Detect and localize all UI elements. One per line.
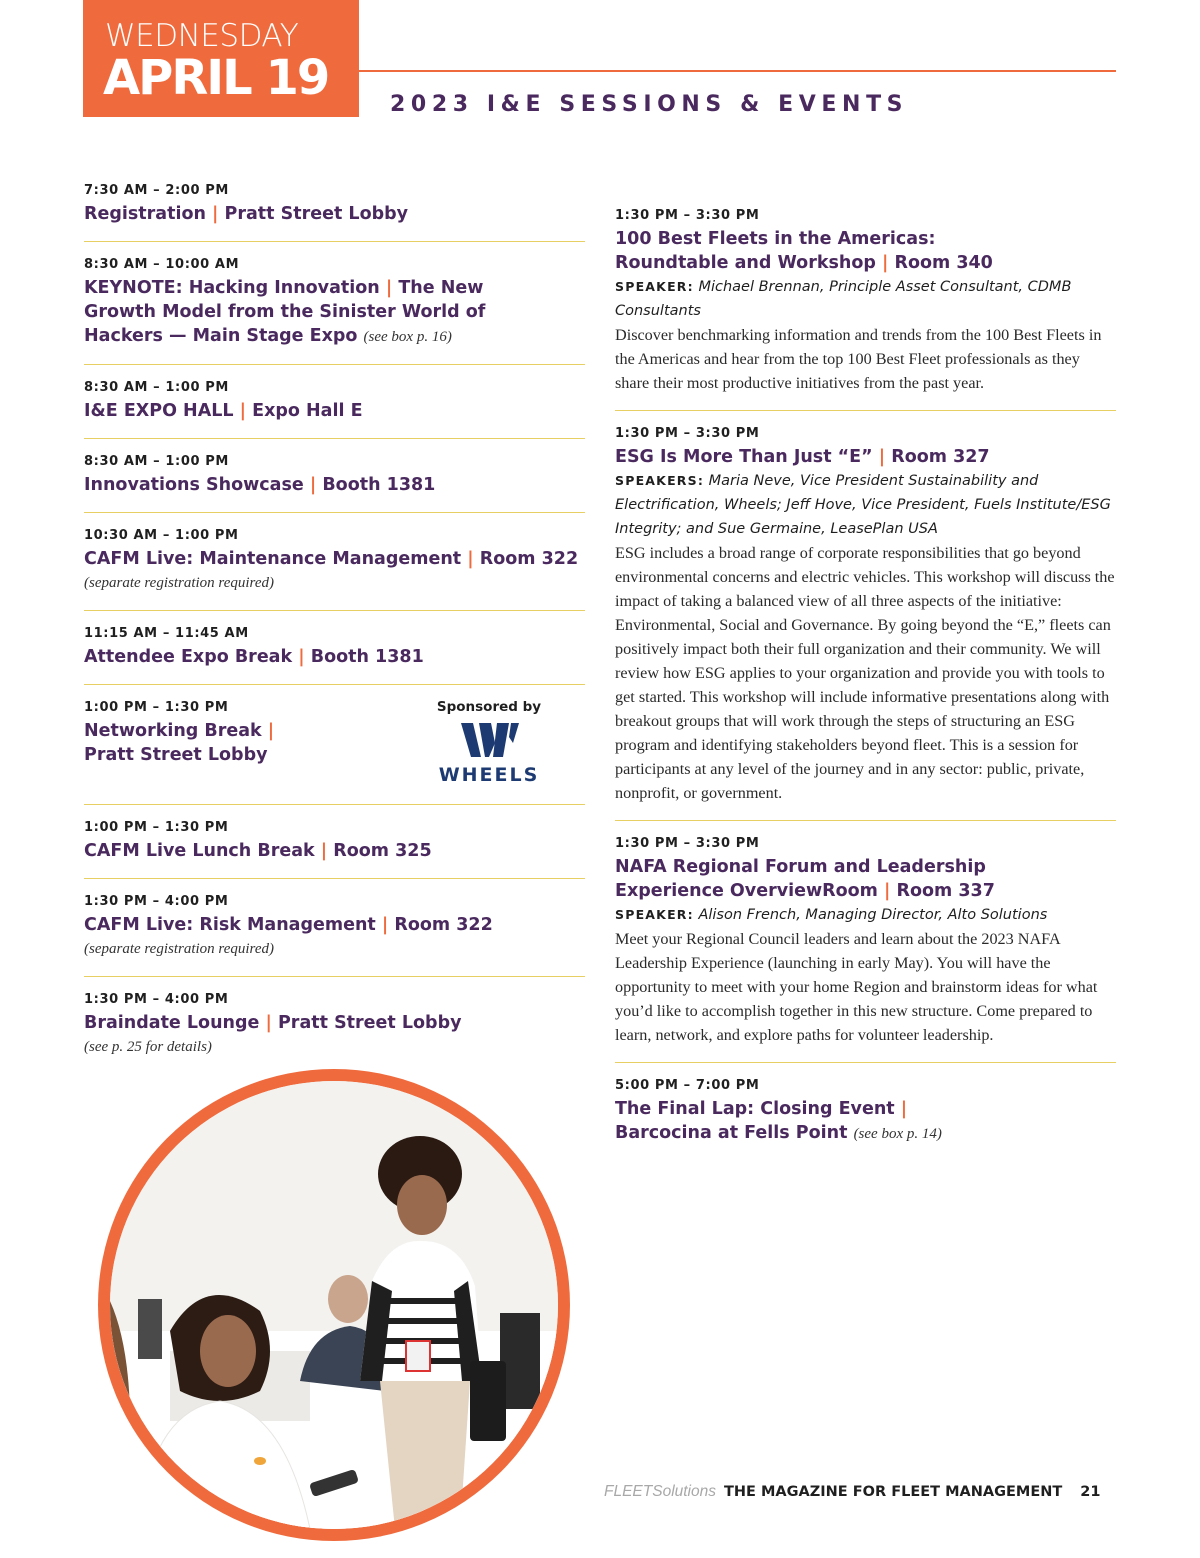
session-entry: [84, 699, 585, 805]
attendees-photo: [110, 1081, 558, 1529]
session-time: 1:30 PM – 3:30 PM: [615, 426, 760, 441]
session-title: Attendee Expo Break | Booth 1381: [84, 647, 424, 667]
session-entry: [84, 527, 585, 611]
session-title: Registration | Pratt Street Lobby: [84, 204, 409, 224]
session-title: ESG Is More Than Just “E” | Room 327: [615, 447, 990, 467]
page-number: 21: [1080, 1484, 1101, 1500]
session-entry: [615, 207, 1116, 411]
photo-frame: [98, 1069, 570, 1541]
right-column: [615, 207, 1116, 1175]
sponsor-label: Sponsored by: [436, 699, 542, 715]
session-time: 8:30 AM – 10:00 AM: [84, 257, 240, 272]
session-entry: [84, 379, 585, 439]
wheels-logo-icon: [429, 723, 549, 762]
session-title: Braindate Lounge | Pratt Street Lobby: [84, 1013, 462, 1033]
session-title: The Final Lap: Closing Event | Barcocina at Fells Point (see box p. 14): [615, 1099, 942, 1143]
session-time: 1:00 PM – 1:30 PM: [84, 700, 229, 715]
left-column: [84, 182, 585, 1088]
session-entry: [84, 625, 585, 685]
session-time: 8:30 AM – 1:00 PM: [84, 454, 229, 469]
session-title: 100 Best Fleets in the Americas: Roundtable and Workshop | Room 340: [615, 229, 993, 273]
session-entry: [84, 256, 585, 365]
session-time: 1:00 PM – 1:30 PM: [84, 820, 229, 835]
session-time: 8:30 AM – 1:00 PM: [84, 380, 229, 395]
session-time: 1:30 PM – 4:00 PM: [84, 992, 229, 1007]
session-title: NAFA Regional Forum and Leadership Experience OverviewRoom | Room 337: [615, 857, 995, 901]
session-time: 1:30 PM – 3:30 PM: [615, 836, 760, 851]
session-entry: [84, 893, 585, 977]
session-title: CAFM Live: Risk Management | Room 322: [84, 915, 493, 935]
session-entry: [615, 425, 1116, 821]
sponsor-name: WHEELS: [438, 764, 540, 786]
session-entry: [84, 453, 585, 513]
session-note: (see p. 25 for details): [84, 1039, 212, 1055]
session-description: Meet your Regional Council leaders and learn about the 2023 NAFA Leadership Experience (launching in early May). You will have the opportunity to meet with your home Region and brainstorm ideas for what you’d like to accomplish together in this new structure. Come prepared to learn, network, and explore paths for volunteer leadership.: [615, 930, 1098, 1044]
session-entry: [615, 835, 1116, 1063]
session-description: ESG includes a broad range of corporate responsibilities that go beyond environmental concerns and electric vehicles. This workshop will discuss the impact of taking a balanced view of all three aspects of the initiative: Environmental, Social and Governance. By going beyond the “E,” fleets can positively impact both their full organization and their community. We will review how ESG applies to your organization and provide you with tools to get started. This workshop will include informative presentations along with breakout groups that will work through the steps of structuring an ESG program and identifying stakeholders beyond fleet. This is a session for participants at any level of the journey and in any sector: public, private, nonprofit, or government.: [615, 544, 1115, 802]
session-note: (separate registration required): [84, 941, 274, 957]
footer-magazine: THE MAGAZINE FOR FLEET MANAGEMENT: [724, 1484, 1063, 1500]
session-title: I&E EXPO HALL | Expo Hall E: [84, 401, 363, 421]
session-entry: [84, 182, 585, 242]
session-title: CAFM Live Lunch Break | Room 325: [84, 841, 432, 861]
session-entry: [84, 819, 585, 879]
sponsor-block: [429, 699, 549, 786]
session-description: Discover benchmarking information and trends from the 100 Best Fleets in the Americas and hear from the top 100 Best Fleet professionals as they share their most productive initiatives from the past year.: [615, 326, 1102, 392]
session-title: Networking Break | Pratt Street Lobby: [84, 721, 275, 765]
session-entry: [615, 1077, 1116, 1161]
page-footer: [604, 1483, 1100, 1501]
session-speakers: SPEAKERS: Maria Neve, Vice President Sustainability and Electrification, Wheels; Jeff Hove, Vice President, Fuels Institute/ESG Integrity; and Sue Germaine, LeasePlan USA: [615, 473, 1111, 537]
session-title: KEYNOTE: Hacking Innovation | The New Growth Model from the Sinister World of Hackers — Main Stage Expo (see box p. 16): [84, 278, 486, 346]
day-label: WEDNESDAY: [105, 18, 299, 54]
session-speakers: SPEAKER: Alison French, Managing Director, Alto Solutions: [615, 907, 1048, 923]
session-note: (see box p. 16): [363, 329, 452, 345]
session-time: 10:30 AM – 1:00 PM: [84, 528, 239, 543]
session-time: 11:15 AM – 11:45 AM: [84, 626, 249, 641]
date-banner: [83, 0, 359, 117]
session-time: 5:00 PM – 7:00 PM: [615, 1078, 760, 1093]
footer-brand: FLEETSolutions: [604, 1483, 716, 1500]
session-title: CAFM Live: Maintenance Management | Room 322: [84, 549, 579, 569]
session-speakers: SPEAKER: Michael Brennan, Principle Asset Consultant, CDMB Consultants: [615, 279, 1072, 319]
session-time: 1:30 PM – 4:00 PM: [84, 894, 229, 909]
date-label: APRIL 19: [103, 50, 329, 106]
session-time: 1:30 PM – 3:30 PM: [615, 208, 760, 223]
session-time: 7:30 AM – 2:00 PM: [84, 183, 229, 198]
header-rule: [359, 70, 1116, 72]
session-entry: [84, 991, 585, 1074]
session-title: Innovations Showcase | Booth 1381: [84, 475, 436, 495]
page-title: 2023 I&E SESSIONS & EVENTS: [390, 92, 909, 117]
session-note: (see box p. 14): [853, 1126, 942, 1142]
session-note: (separate registration required): [84, 575, 274, 591]
